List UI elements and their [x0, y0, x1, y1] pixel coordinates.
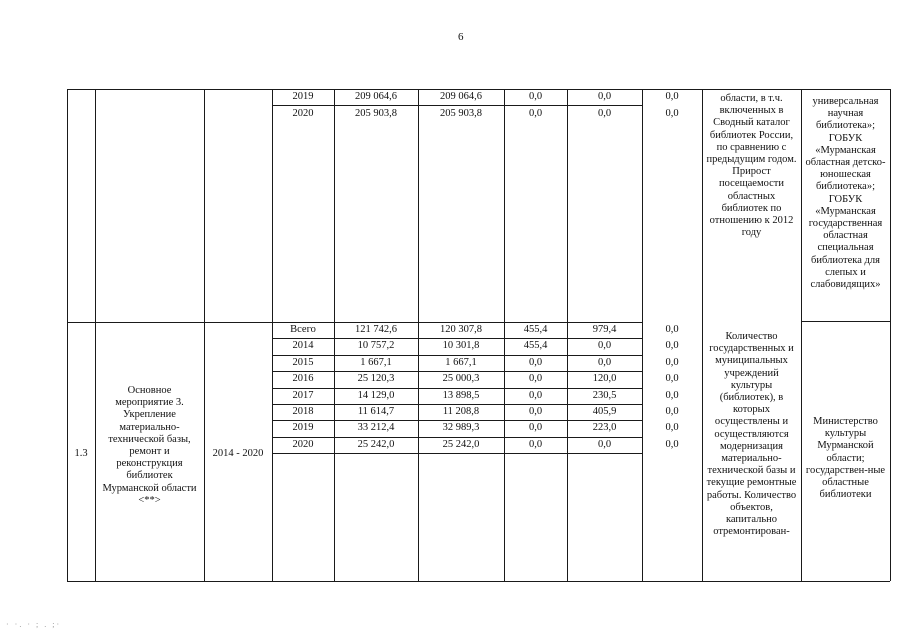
section-row-col5: 0,0 [665, 324, 679, 335]
section-row-col3: 0,0 [528, 373, 543, 385]
section-row-total: 14 129,0 [357, 389, 395, 401]
section-period: 2014 - 2020 [212, 448, 264, 459]
top-row-total: 209 064,6 [355, 91, 397, 102]
row-border [272, 338, 642, 339]
section-number: 1.3 [74, 448, 88, 459]
section-row-col5: 0,0 [665, 373, 679, 385]
row-border [272, 420, 642, 421]
top-row-col2: 205 903,8 [440, 108, 482, 119]
section-row-col2: 25 000,3 [442, 373, 480, 385]
section-row-col2: 25 242,0 [442, 438, 480, 450]
section-row-total: 1 667,1 [360, 356, 392, 368]
section-executor-text: Министерство культуры Мурманской области; государствен-ные областные библиотеки [805, 416, 886, 501]
column-border [67, 89, 68, 581]
section-row-col4: 230,5 [592, 389, 617, 401]
column-border [95, 89, 96, 581]
top-row-col3: 0,0 [528, 108, 543, 119]
section-row-col3: 455,4 [523, 324, 548, 335]
section-row-col4: 979,4 [592, 324, 617, 335]
top-row-total: 205 903,8 [355, 108, 397, 119]
top-executor-text: универсальная научная библиотека»; ГОБУК «Мурманская областная детско-юношеская библиотека»; ГОБУК «Мурманская государственная областная специальная библиотека для слепых и слабовидящих» [805, 96, 886, 291]
section-row-col4: 223,0 [592, 422, 617, 434]
section-row-year: Всего [290, 324, 316, 335]
top-row-col4: 0,0 [597, 108, 612, 119]
section-row-year: 2018 [292, 406, 314, 417]
section-row-col3: 0,0 [528, 406, 543, 417]
section-row-col2: 1 667,1 [445, 356, 477, 368]
section-row-year: 2015 [292, 356, 314, 368]
row-border [272, 105, 642, 106]
section-row-col2: 11 208,8 [442, 406, 480, 417]
section-row-year: 2014 [292, 340, 314, 352]
section-row-year: 2020 [292, 438, 314, 450]
section-row-total: 25 242,0 [357, 438, 395, 450]
section-row-total: 121 742,6 [355, 324, 397, 335]
column-border [801, 89, 802, 581]
section-row-col3: 0,0 [528, 356, 543, 368]
row-border [272, 355, 642, 356]
section-row-col5: 0,0 [665, 406, 679, 417]
section-row-col5: 0,0 [665, 389, 679, 401]
row-border [801, 321, 890, 322]
column-border [702, 89, 703, 581]
section-row-col2: 32 989,3 [442, 422, 480, 434]
section-row-col4: 0,0 [597, 438, 612, 450]
row-border [272, 404, 642, 405]
section-row-col4: 0,0 [597, 356, 612, 368]
section-row-year: 2017 [292, 389, 314, 401]
section-indicator-text: Количество государственных и муниципальных учреждений культуры (библиотек), в которых осуществлены и осуществляются модернизация материально-технической базы и текущие ремонтные работы. Количество объектов, капитально отремонтирован- [706, 331, 797, 538]
section-row-total: 11 614,7 [357, 406, 395, 417]
top-row-year: 2020 [292, 108, 314, 119]
top-indicator-text: области, в т.ч. включенных в Сводный каталог библиотек России, по сравнению с предыдущим годом. Прирост посещаемости областных библиотек по отношению к 2012 году [706, 93, 797, 239]
row-border [272, 388, 642, 389]
section-row-col5: 0,0 [665, 438, 679, 450]
row-border [272, 371, 642, 372]
page-number: 6 [458, 31, 464, 43]
section-name: Основное мероприятие 3. Укрепление материально-технической базы, ремонт и реконструкция библиотек Мурманской области <**> [102, 385, 197, 506]
top-row-col2: 209 064,6 [440, 91, 482, 102]
section-row-col5: 0,0 [665, 356, 679, 368]
section-row-year: 2016 [292, 373, 314, 385]
table-bottom-border [67, 581, 890, 582]
section-divider [67, 322, 272, 323]
row-border [272, 453, 642, 454]
row-border [272, 322, 642, 323]
section-row-col3: 0,0 [528, 438, 543, 450]
section-row-col2: 120 307,8 [440, 324, 482, 335]
column-border [204, 89, 205, 581]
section-row-col3: 0,0 [528, 422, 543, 434]
column-border [890, 89, 891, 581]
table-top-border [67, 89, 890, 90]
section-row-year: 2019 [292, 422, 314, 434]
section-row-col5: 0,0 [665, 422, 679, 434]
section-row-total: 10 757,2 [357, 340, 395, 352]
section-row-total: 33 212,4 [357, 422, 395, 434]
top-row-year: 2019 [292, 91, 314, 102]
section-row-total: 25 120,3 [357, 373, 395, 385]
row-border [272, 437, 642, 438]
section-row-col4: 0,0 [597, 340, 612, 352]
top-row-col5: 0,0 [665, 91, 679, 102]
scan-noise: · ·. · ; . ;· [6, 620, 62, 629]
section-row-col3: 455,4 [523, 340, 548, 352]
section-row-col4: 120,0 [592, 373, 617, 385]
top-row-col3: 0,0 [528, 91, 543, 102]
top-row-col5: 0,0 [665, 108, 679, 119]
section-row-col4: 405,9 [592, 406, 617, 417]
section-row-col5: 0,0 [665, 340, 679, 352]
section-row-col2: 13 898,5 [442, 389, 480, 401]
top-row-col4: 0,0 [597, 91, 612, 102]
section-row-col3: 0,0 [528, 389, 543, 401]
section-row-col2: 10 301,8 [442, 340, 480, 352]
